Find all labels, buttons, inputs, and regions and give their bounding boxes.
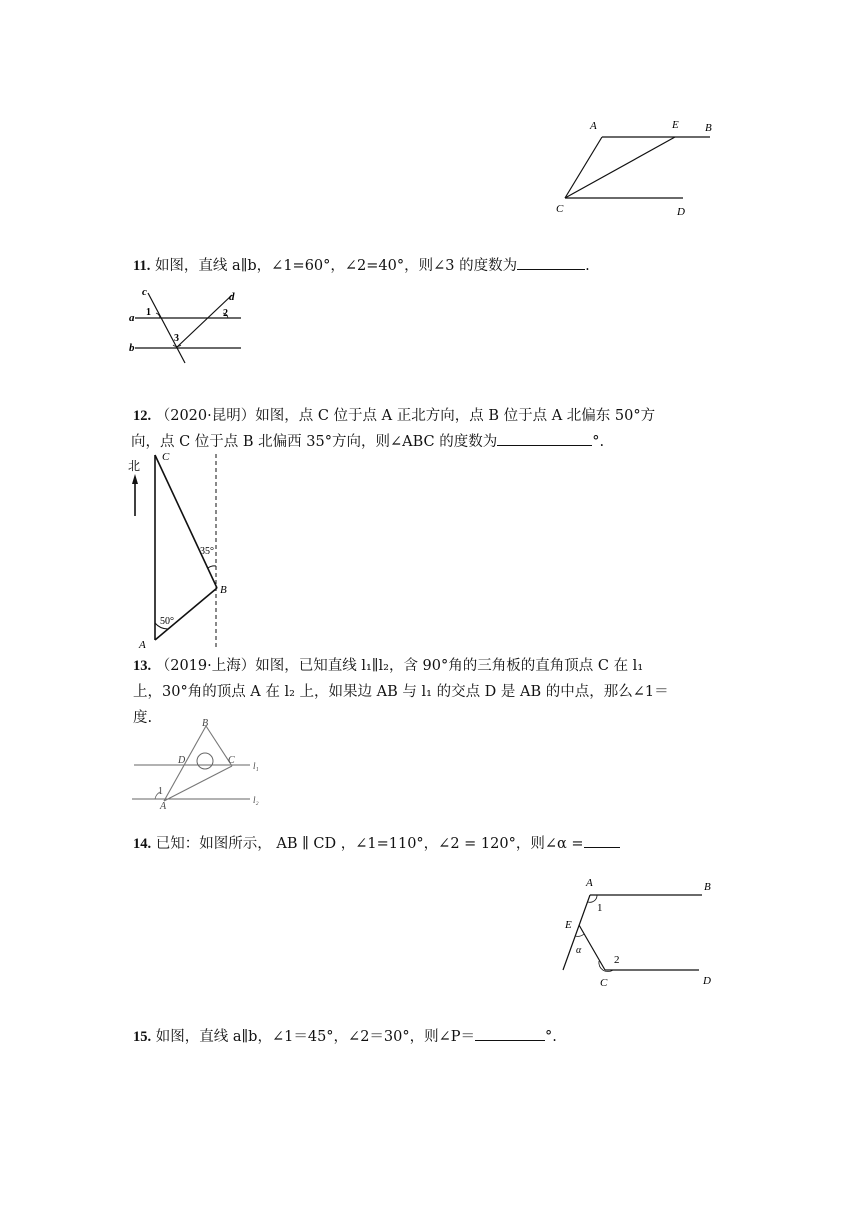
segment-ab: [155, 588, 217, 640]
line-d: [176, 295, 232, 348]
label-2: 2: [614, 954, 620, 966]
label-d: d: [229, 291, 235, 303]
label-b: B: [202, 718, 209, 729]
label-north: 北: [128, 459, 141, 473]
question-number: 13.: [133, 658, 152, 674]
label-d: D: [677, 206, 685, 218]
label-1: 1: [158, 786, 163, 797]
question-14: [133, 831, 620, 857]
label-c: c: [142, 286, 147, 298]
label-c: C: [556, 203, 564, 215]
label-d: D: [178, 755, 186, 766]
question-text: 如图，直线 a∥b，∠1＝45°，∠2＝30°，则∠P＝: [155, 1029, 476, 1045]
segment-ce: [565, 137, 675, 198]
question-text: 已知：如图所示， AB ∥ CD ，∠1=110°，∠2 = 120°，则∠α =: [155, 836, 584, 852]
label-a: A: [586, 877, 593, 889]
label-c: C: [162, 451, 170, 463]
label-3: 3: [174, 333, 179, 344]
question-15: 15. 如图，直线 a∥b，∠1＝45°，∠2＝30°，则∠P＝ °.: [133, 1024, 557, 1050]
answer-blank: [517, 255, 585, 270]
label-c: C: [600, 977, 608, 989]
question-number: 12.: [133, 408, 152, 424]
answer-blank: [497, 431, 592, 446]
label-c: C: [228, 755, 235, 766]
label-e: E: [565, 919, 572, 931]
label-a: a: [129, 312, 135, 324]
label-2: 2: [223, 308, 228, 319]
line-c: [148, 293, 185, 363]
label-d: D: [703, 975, 711, 987]
label-50: 50°: [160, 616, 174, 627]
label-alpha: α: [576, 945, 582, 956]
question-number: 15.: [133, 1029, 152, 1045]
label-e: E: [672, 119, 679, 131]
answer-blank: [584, 833, 620, 848]
label-a: A: [160, 801, 167, 812]
angle-35-arc: [208, 566, 216, 568]
segment-ac: [565, 137, 602, 198]
label-a: A: [139, 639, 146, 650]
question-text-line-1: （2020·昆明）如图，点 C 位于点 A 正北方向，点 B 位于点 A 北偏东 50°方: [155, 408, 656, 424]
label-l2: l₂: [253, 795, 259, 805]
question-11: 11. 如图，直线 a∥b，∠1=60°，∠2=40°，则∠3 的度数为 .: [133, 253, 590, 279]
question-12: 12. （2020·昆明）如图，点 C 位于点 A 正北方向，点 B 位于点 A 北偏东 50°方 向，点 C 位于点 B 北偏西 35°方向，则∠ABC 的度数为 °.: [131, 408, 656, 450]
segment-cb: [155, 455, 217, 588]
line-ae: [563, 895, 590, 970]
label-b: B: [220, 584, 227, 596]
question-text-line-1: （2019·上海）如图，已知直线 l₁∥l₂，含 90°角的三角板的直角顶点 C 在 l₁: [155, 658, 644, 674]
question-text-line-3: 度.: [133, 710, 153, 726]
figure-12: [125, 450, 235, 650]
question-text-line-2: 上，30°角的顶点 A 在 l₂ 上，如果边 AB 与 l₁ 的交点 D 是 AB 的中点，那么∠1＝: [133, 684, 669, 700]
label-b: B: [704, 881, 711, 893]
segment-ec: [579, 925, 605, 970]
top-figure: [545, 110, 735, 225]
figure-13: [128, 712, 268, 812]
label-b: b: [129, 342, 135, 354]
label-1: 1: [597, 902, 603, 914]
label-35: 35°: [200, 546, 214, 557]
label-a: A: [590, 120, 597, 132]
north-arrow-head: [132, 474, 138, 484]
question-number: 11.: [133, 258, 151, 274]
question-number: 14.: [133, 836, 152, 852]
question-text-line-2: 向，点 C 位于点 B 北偏西 35°方向，则∠ABC 的度数为: [131, 434, 498, 450]
label-l1: l₁: [253, 761, 259, 771]
question-text: 如图，直线 a∥b，∠1=60°，∠2=40°，则∠3 的度数为: [154, 258, 518, 274]
label-1: 1: [146, 307, 151, 318]
figure-11: [125, 283, 250, 368]
answer-blank: [475, 1026, 545, 1041]
circle-mark: [197, 753, 213, 769]
figure-14: [555, 873, 725, 993]
label-b: B: [705, 122, 712, 134]
